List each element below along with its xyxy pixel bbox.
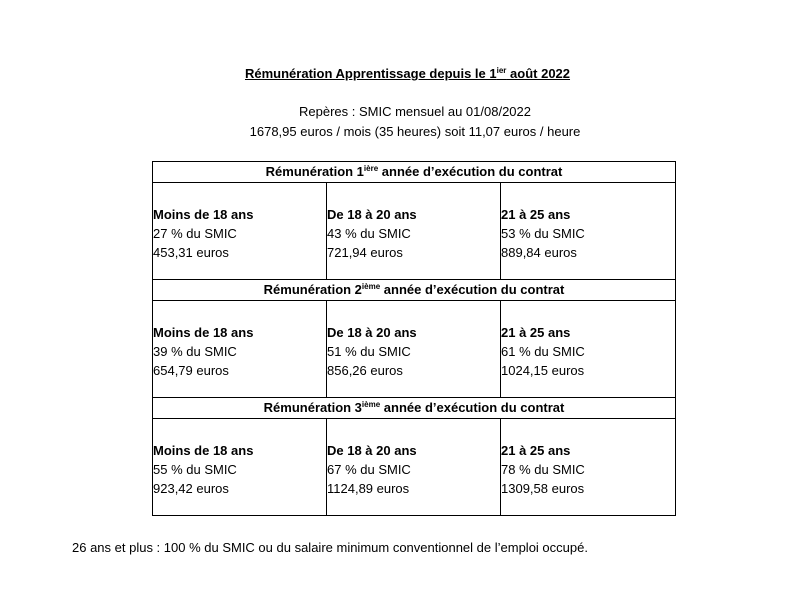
amount-euros: 1024,15 euros: [501, 363, 585, 378]
year-2-18-20-cell: [327, 301, 501, 398]
age-group-label: Moins de 18 ans: [153, 325, 254, 340]
age-group-label: De 18 à 20 ans: [327, 443, 417, 458]
year-3-18-20-cell: [327, 419, 501, 516]
smic-percent: 51 % du SMIC: [327, 344, 411, 359]
smic-amount-line: 1678,95 euros / mois (35 heures) soit 11,07 euros / heure: [249, 124, 581, 139]
year-1-21-25-cell: [501, 183, 676, 280]
year-1-values-row: [153, 183, 676, 280]
remuneration-table: [152, 161, 676, 516]
year-3-under-18-cell: [153, 419, 327, 516]
age-group-label: De 18 à 20 ans: [327, 207, 417, 222]
amount-euros: 654,79 euros: [153, 363, 229, 378]
smic-percent: 61 % du SMIC: [501, 344, 585, 359]
age-group-label: Moins de 18 ans: [153, 443, 254, 458]
smic-reference-line: Repères : SMIC mensuel au 01/08/2022: [299, 104, 531, 119]
year-3-21-25-cell: [501, 419, 676, 516]
year-2-heading-row: [153, 280, 676, 301]
year-1-heading-row: [153, 162, 676, 183]
smic-percent: 43 % du SMIC: [327, 226, 411, 241]
amount-euros: 856,26 euros: [327, 363, 403, 378]
title-superscript: ier: [496, 66, 507, 75]
age-group-label: De 18 à 20 ans: [327, 325, 417, 340]
heading-suffix: année d’exécution du contrat: [378, 164, 563, 179]
amount-euros: 923,42 euros: [153, 481, 229, 496]
title-suffix: août 2022: [506, 66, 571, 81]
smic-percent: 53 % du SMIC: [501, 226, 585, 241]
heading-suffix: année d’exécution du contrat: [380, 282, 565, 297]
heading-prefix: Rémunération 1: [265, 164, 364, 179]
age-group-label: 21 à 25 ans: [501, 207, 571, 222]
year-3-heading: [153, 398, 676, 419]
heading-prefix: Rémunération 2: [263, 282, 362, 297]
smic-percent: 39 % du SMIC: [153, 344, 237, 359]
year-3-values-row: [153, 419, 676, 516]
year-1-18-20-cell: [327, 183, 501, 280]
amount-euros: 721,94 euros: [327, 245, 403, 260]
title-prefix: Rémunération Apprentissage depuis le 1: [244, 66, 497, 81]
heading-suffix: année d’exécution du contrat: [380, 400, 565, 415]
page-title: [0, 66, 800, 82]
footer-note: 26 ans et plus : 100 % du SMIC ou du salaire minimum conventionnel de l’emploi occupé.: [72, 540, 588, 555]
amount-euros: 1309,58 euros: [501, 481, 585, 496]
year-1-heading: [153, 162, 676, 183]
year-2-21-25-cell: [501, 301, 676, 398]
smic-percent: 55 % du SMIC: [153, 462, 237, 477]
amount-euros: 1124,89 euros: [327, 481, 410, 496]
year-3-heading-row: [153, 398, 676, 419]
amount-euros: 889,84 euros: [501, 245, 577, 260]
year-2-under-18-cell: [153, 301, 327, 398]
year-2-heading: [153, 280, 676, 301]
year-2-values-row: [153, 301, 676, 398]
age-group-label: 21 à 25 ans: [501, 443, 571, 458]
heading-superscript: ième: [361, 282, 381, 291]
heading-superscript: ième: [361, 400, 381, 409]
age-group-label: 21 à 25 ans: [501, 325, 571, 340]
year-1-under-18-cell: [153, 183, 327, 280]
smic-percent: 27 % du SMIC: [153, 226, 237, 241]
smic-percent: 78 % du SMIC: [501, 462, 585, 477]
heading-prefix: Rémunération 3: [263, 400, 362, 415]
age-group-label: Moins de 18 ans: [153, 207, 254, 222]
smic-percent: 67 % du SMIC: [327, 462, 411, 477]
heading-superscript: ière: [363, 164, 379, 173]
amount-euros: 453,31 euros: [153, 245, 229, 260]
